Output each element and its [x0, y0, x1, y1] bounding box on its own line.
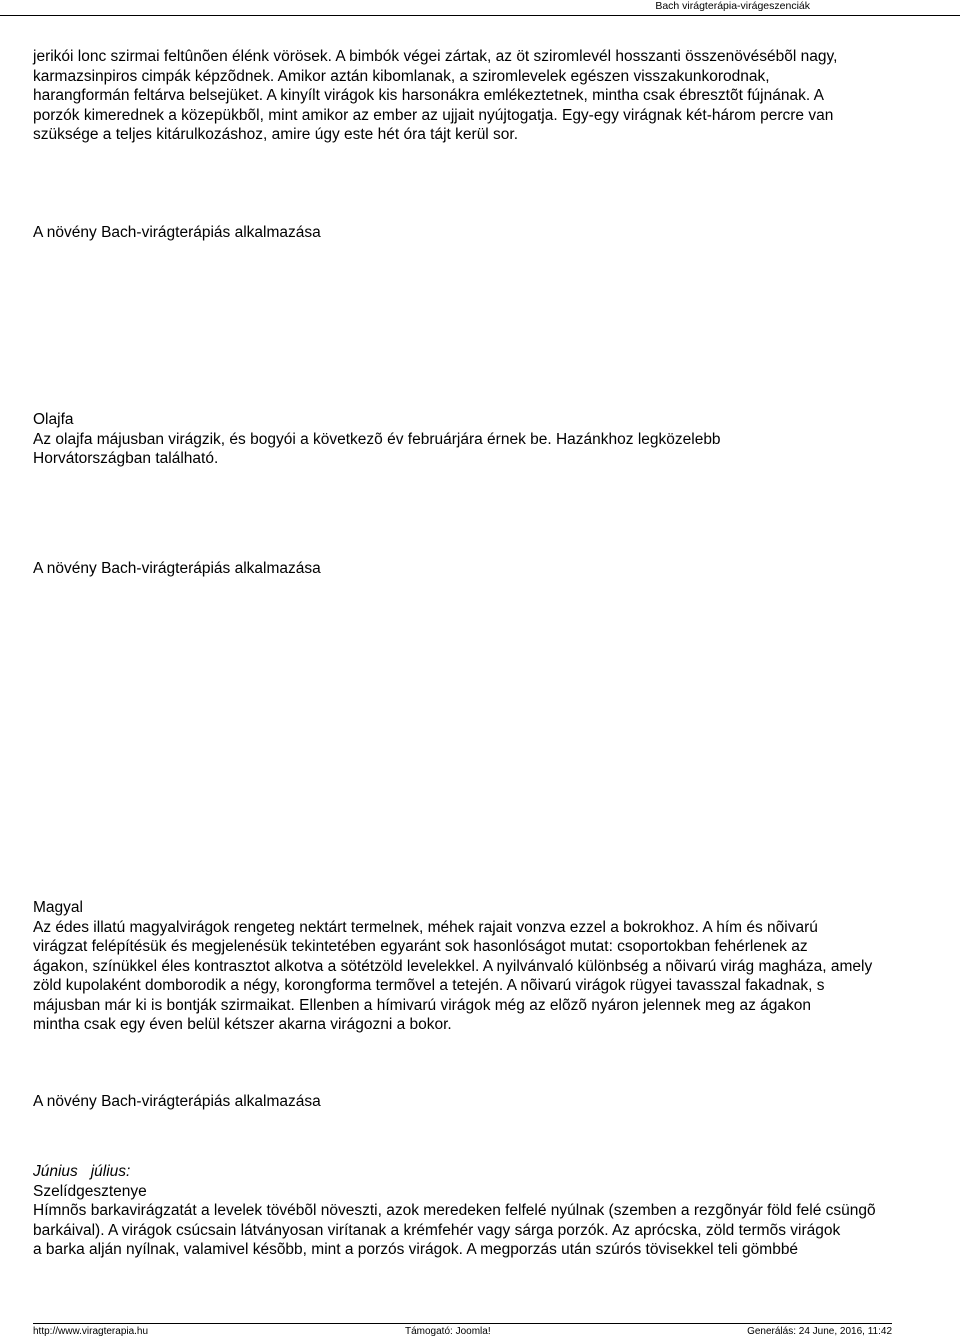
spacer	[33, 469, 948, 559]
spacer	[33, 242, 948, 410]
magyal-text: Az édes illatú magyalvirágok rengeteg nektárt termelnek, méhek rajait vonzva ezzel a bokrokhoz. A hím és nõivarú virágzat felépítésük és megjelenésük tekintetében egyaránt sok hasonlóságot mutat: csoportokban fehérlenek az ágakon, színükkel éles kontrasztot alkotva a sötétzöld levelekkel. A nyilvánvaló különbség a nõivarú virág magháza, amely zöld kupolaként domborodik a négy, korongforma termõvel a tetején. A nõivarú virágok rügyei tavasszal fakadnak, s májusban már ki is bontják szirmaikat. Ellenben a hímivarú virágok még az elõzõ nyáron jelennek meg az ágakon mintha csak egy éven belül kétszer akarna virágozni a bokor.	[33, 918, 873, 1033]
spacer	[33, 578, 948, 898]
footer-generated: Generálás: 24 June, 2016, 11:42	[747, 1326, 892, 1337]
intro-paragraph: jerikói lonc szirmai feltûnõen élénk vörösek. A bimbók végei zártak, az öt sziromlevél hosszanti összenövésébõl nagy, karmazsinpiros cimpák képzõdnek. Amikor aztán kibomlanak, a sziromlevelek egészen visszakunkorodnak, harangformán feltárva belsejüket. A kinyílt virágok kis harsonákra emlékeztetnek, mintha csak ébresztõt fújnának. A porzók kimerednek a közepükbõl, mint amikor az ember az ujjait nyújtogatja. Egy-egy virágnak két-három percre van szüksége a teljes kitárulkozáshoz, amire úgy este hét óra tájt kerül sor.	[33, 48, 838, 143]
months-text: Június július:	[33, 1163, 131, 1180]
footer-url[interactable]: http://www.viragterapia.hu	[33, 1326, 149, 1337]
header-title: Bach virágterápia-virágeszenciák	[655, 0, 810, 12]
application-heading: A növény Bach-virágterápiás alkalmazása	[33, 1092, 321, 1110]
application-heading: A növény Bach-virágterápiás alkalmazása	[33, 559, 321, 577]
olajfa-title: Olajfa	[33, 411, 74, 428]
application-heading: A növény Bach-virágterápiás alkalmazása	[33, 223, 321, 241]
spacer	[33, 1111, 948, 1162]
magyal-title: Magyal	[33, 899, 83, 916]
spacer	[33, 145, 948, 223]
article-content	[33, 47, 948, 1260]
page-footer	[33, 1323, 892, 1339]
months-label	[33, 1162, 948, 1182]
page-header	[0, 0, 960, 16]
olajfa-text: Az olajfa májusban virágzik, és bogyói a következõ év februárjára érnek be. Hazánkhoz legközelebb Horvátországban található.	[33, 430, 721, 467]
spacer	[33, 1035, 948, 1092]
szelidgesztenye-title: Szelídgesztenye	[33, 1182, 147, 1200]
szelidgesztenye-text: Hímnõs barkavirágzatát a levelek tövébõl növeszti, azok meredeken felfelé nyúlnak (szemben a rezgõnyár föld felé csüngõ barkáival). A virágok csúcsain látványosan virítanak a krémfehér vagy sárga porzók. Az aprócska, zöld termõs virágok a barka alján nyílnak, valamivel késõbb, mint a porzós virágok. A megporzás után szúrós tövisekkel teli gömbbé	[33, 1202, 876, 1258]
footer-sponsor: Támogató: Joomla!	[405, 1326, 491, 1337]
